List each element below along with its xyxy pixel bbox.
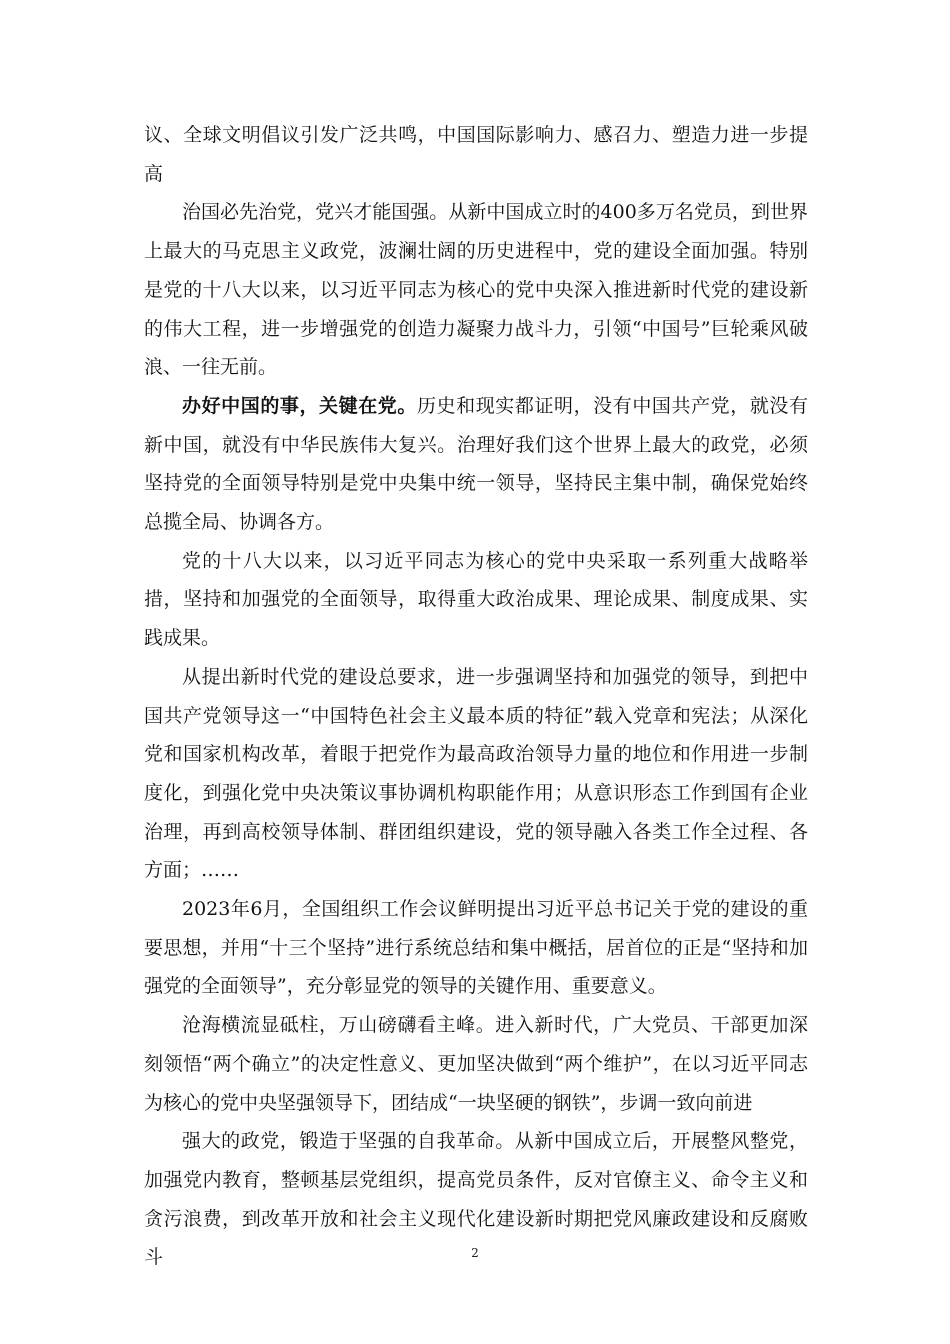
page-number: 2 — [471, 1246, 479, 1260]
paragraph-7 — [144, 1006, 808, 1122]
document-body — [144, 116, 808, 1277]
paragraph-5 — [144, 658, 808, 890]
paragraph-1 — [144, 116, 808, 193]
paragraph-4 — [144, 542, 808, 658]
paragraph-7-text: 沧海横流显砥柱，万山磅礴看主峰。进入新时代，广大党员、干部更加深刻领悟“两个确立”的决定性意义、更加坚决做到“两个维护”，在以习近平同志为核心的党中央坚强领导下，团结成“一块坚硬的钢铁”，步调一致向前进 — [144, 1014, 808, 1114]
paragraph-5-text: 从提出新时代党的建设总要求，进一步强调坚持和加强党的领导，到把中国共产党领导这一“中国特色社会主义最本质的特征”载入党章和宪法；从深化党和国家机构改革，着眼于把党作为最高政治领导力量的地位和作用进一步制度化，到强化党中央决策议事协调机构职能作用；从意识形态工作到国有企业治理，再到高校领导体制、群团组织建设，党的领导融入各类工作全过程、各方面；…… — [144, 665, 808, 882]
paragraph-8-text: 强大的政党，锻造于坚强的自我革命。从新中国成立后，开展整风整党，加强党内教育，整顿基层党组织，提高党员条件，反对官僚主义、命令主义和贪污浪费，到改革开放和社会主义现代化建设新时期把党风廉政建设和反腐败斗 — [144, 1130, 808, 1269]
paragraph-6-text: 2023年6月，全国组织工作会议鲜明提出习近平总书记关于党的建设的重要思想，并用“十三个坚持”进行系统总结和集中概括，居首位的正是“坚持和加强党的全面领导”，充分彰显党的领导的关键作用、重要意义。 — [144, 898, 808, 998]
paragraph-3-text: 历史和现实都证明，没有中国共产党，就没有新中国，就没有中华民族伟大复兴。治理好我们这个世界上最大的政党，必须坚持党的全面领导特别是党中央集中统一领导，坚持民主集中制，确保党始终总揽全局、协调各方。 — [144, 394, 808, 534]
paragraph-3-lead: 办好中国的事，关键在党。 — [182, 394, 417, 417]
paragraph-1-text: 议、全球文明倡议引发广泛共鸣，中国国际影响力、感召力、塑造力进一步提高 — [144, 124, 808, 185]
paragraph-3 — [144, 387, 808, 542]
paragraph-2 — [144, 193, 808, 387]
paragraph-4-text: 党的十八大以来，以习近平同志为核心的党中央采取一系列重大战略举措，坚持和加强党的全面领导，取得重大政治成果、理论成果、制度成果、实践成果。 — [144, 549, 808, 650]
paragraph-2-text: 治国必先治党，党兴才能国强。从新中国成立时的400多万名党员，到世界上最大的马克思主义政党，波澜壮阔的历史进程中，党的建设全面加强。特别是党的十八大以来，以习近平同志为核心的党中央深入推进新时代党的建设新的伟大工程，进一步增强党的创造力凝聚力战斗力，引领“中国号”巨轮乘风破浪、一往无前。 — [144, 201, 808, 379]
paragraph-6 — [144, 890, 808, 1006]
